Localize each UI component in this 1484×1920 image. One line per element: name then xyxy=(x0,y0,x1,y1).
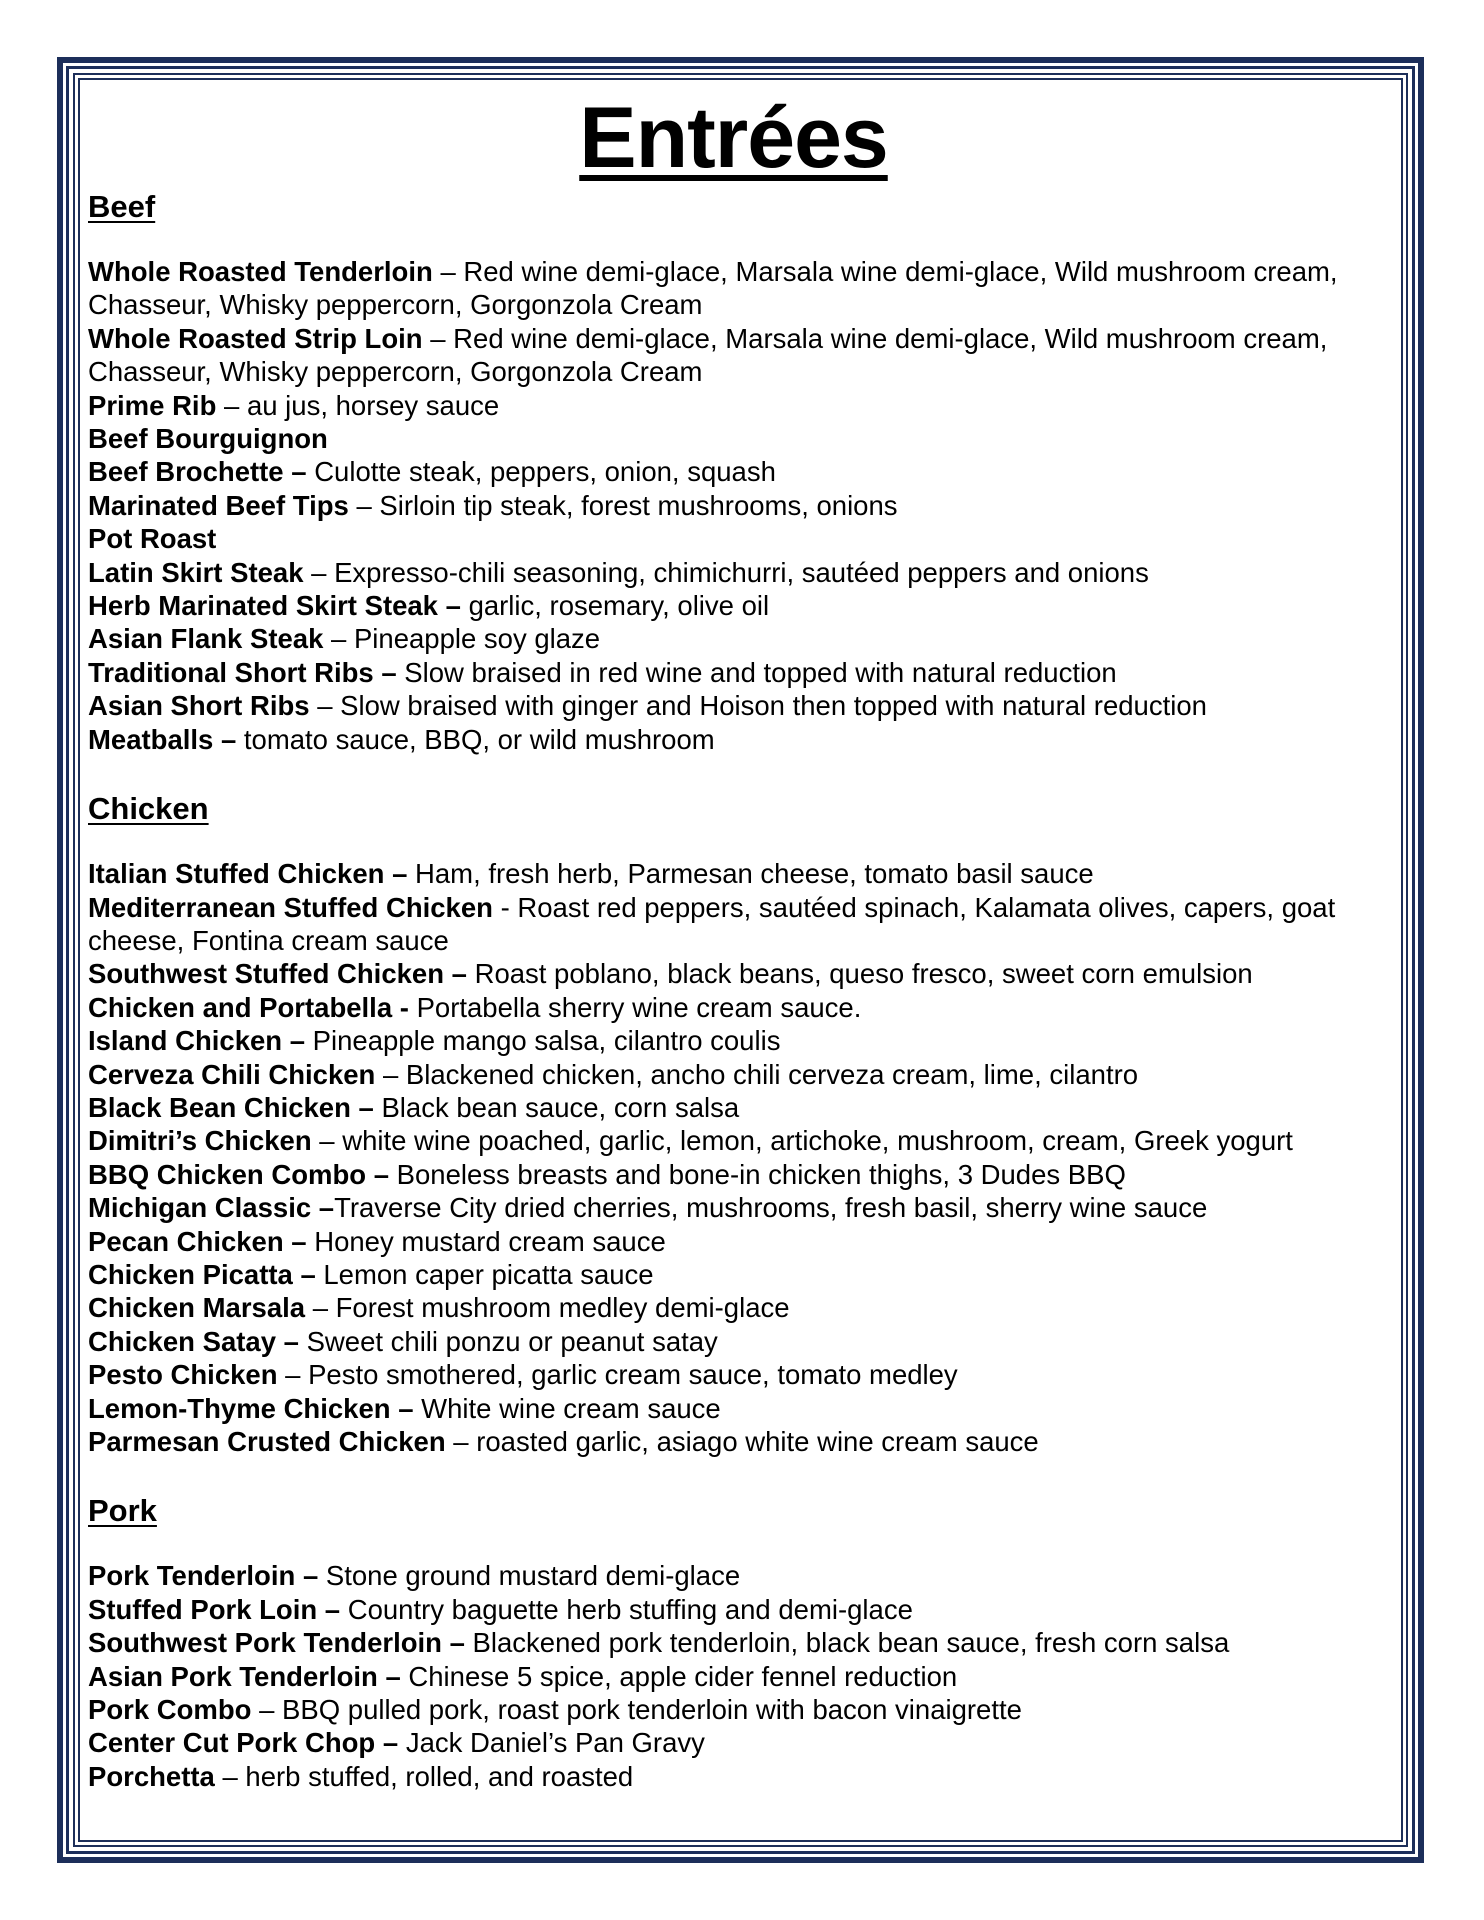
menu-item-description: - Roast red peppers, sautéed spinach, Kalamata olives, capers, goat cheese, Fontina cream sauce xyxy=(88,891,1336,956)
menu-item-description: White wine cream sauce xyxy=(421,1392,721,1424)
menu-item-description: – Pesto smothered, garlic cream sauce, tomato medley xyxy=(285,1359,958,1391)
section-heading: Pork xyxy=(88,1493,157,1529)
menu-item-name: Southwest Stuffed Chicken – xyxy=(88,958,475,990)
menu-item-name: Herb Marinated Skirt Steak – xyxy=(88,590,469,622)
menu-item xyxy=(88,1358,1403,1391)
menu-section-chicken xyxy=(88,791,1403,1458)
menu-item-description: Boneless breasts and bone-in chicken thighs, 3 Dudes BBQ xyxy=(396,1158,1126,1190)
menu-item-list xyxy=(88,255,1403,756)
menu-item-description: Culotte steak, peppers, onion, squash xyxy=(314,456,776,488)
menu-item-name: Pork Tenderloin – xyxy=(88,1560,326,1592)
menu-item-description: – Pineapple soy glaze xyxy=(331,623,601,655)
section-heading: Chicken xyxy=(88,791,209,827)
menu-item xyxy=(88,556,1403,589)
menu-item-name: Asian Flank Steak xyxy=(88,623,332,655)
menu-item-description: Lemon caper picatta sauce xyxy=(323,1258,654,1290)
menu-item-name: Beef Brochette – xyxy=(88,456,315,488)
menu-item xyxy=(88,1258,1403,1291)
menu-item xyxy=(88,522,1403,555)
menu-item xyxy=(88,1660,1403,1693)
menu-item-name: Beef Bourguignon xyxy=(88,423,328,455)
menu-item-name: Chicken Marsala xyxy=(88,1292,313,1324)
menu-item-name: Stuffed Pork Loin – xyxy=(88,1593,348,1625)
menu-item xyxy=(88,1559,1403,1592)
menu-item-name: Center Cut Pork Chop – xyxy=(88,1727,406,1759)
menu-item xyxy=(88,1124,1403,1157)
menu-item xyxy=(88,857,1403,890)
menu-item xyxy=(88,622,1403,655)
menu-item xyxy=(88,1726,1403,1759)
menu-item-description: – Slow braised with ginger and Hoison then topped with natural reduction xyxy=(317,690,1207,722)
menu-item-description: – Sirloin tip steak, forest mushrooms, onions xyxy=(356,489,898,521)
menu-item-name: Meatballs – xyxy=(88,723,244,755)
menu-item xyxy=(88,1693,1403,1726)
menu-item-name: Pot Roast xyxy=(88,523,217,555)
menu-item-name: Pesto Chicken xyxy=(88,1359,286,1391)
menu-item-description: Pineapple mango salsa, cilantro coulis xyxy=(312,1025,781,1057)
section-heading: Beef xyxy=(88,189,156,224)
menu-item-description: – Red wine demi-glace, Marsala wine demi-glace, Wild mushroom cream, Chasseur, Whisky peppercorn, Gorgonzola Cream xyxy=(88,322,1328,388)
menu-item-list xyxy=(88,1559,1403,1793)
menu-item xyxy=(88,455,1403,488)
menu-item xyxy=(88,1425,1403,1458)
menu-item-name: Pecan Chicken – xyxy=(88,1225,315,1257)
menu-item xyxy=(88,1760,1403,1793)
menu-item-description: Ham, fresh herb, Parmesan cheese, tomato basil sauce xyxy=(415,858,1094,890)
menu-item-description: Stone ground mustard demi-glace xyxy=(325,1560,741,1592)
menu-item-description: Jack Daniel’s Pan Gravy xyxy=(405,1727,705,1759)
menu-item xyxy=(88,689,1403,722)
menu-item-description: – au jus, horsey sauce xyxy=(224,389,500,421)
menu-item-description: – white wine poached, garlic, lemon, artichoke, mushroom, cream, Greek yogurt xyxy=(319,1125,1293,1157)
menu-item-name: Island Chicken – xyxy=(88,1025,313,1057)
menu-item-description: Slow braised in red wine and topped with natural reduction xyxy=(404,656,1117,688)
menu-item-description: Traverse City dried cherries, mushrooms, fresh basil, sherry wine sauce xyxy=(334,1192,1208,1224)
menu-item xyxy=(88,723,1403,756)
menu-item xyxy=(88,1593,1403,1626)
menu-item-name: Prime Rib xyxy=(88,389,225,421)
menu-item-name: Marinated Beef Tips xyxy=(88,489,357,521)
menu-item-name: Porchetta xyxy=(88,1760,223,1792)
menu-item-name: BBQ Chicken Combo – xyxy=(88,1158,397,1190)
menu-item-description: Black bean sauce, corn salsa xyxy=(381,1091,740,1123)
menu-section-beef xyxy=(88,189,1403,756)
menu-item xyxy=(88,1091,1403,1124)
menu-item xyxy=(88,255,1403,322)
menu-item-name: Italian Stuffed Chicken – xyxy=(88,858,416,890)
menu-item xyxy=(88,1325,1403,1358)
menu-item xyxy=(88,1191,1403,1224)
menu-item-description: – BBQ pulled pork, roast pork tenderloin with bacon vinaigrette xyxy=(259,1694,1022,1726)
menu-item-name: Cerveza Chili Chicken xyxy=(88,1058,383,1090)
menu-item xyxy=(88,1024,1403,1057)
menu-item-name: Latin Skirt Steak xyxy=(88,556,312,588)
menu-item-description: Honey mustard cream sauce xyxy=(314,1225,666,1257)
menu-item xyxy=(88,1291,1403,1324)
menu-item xyxy=(88,589,1403,622)
menu-item-description: Country baguette herb stuffing and demi-glace xyxy=(347,1593,913,1625)
menu-section-pork xyxy=(88,1493,1403,1793)
menu-item xyxy=(88,957,1403,990)
menu-item-description: Portabella sherry wine cream sauce. xyxy=(416,991,862,1023)
menu-item-name: Dimitri’s Chicken xyxy=(88,1125,320,1157)
menu-item-description: Chinese 5 spice, apple cider fennel reduction xyxy=(408,1660,958,1692)
menu-item xyxy=(88,656,1403,689)
menu-item xyxy=(88,1626,1403,1659)
menu-item-description: – Expresso-chili seasoning, chimichurri, sautéed peppers and onions xyxy=(311,556,1149,588)
menu-item xyxy=(88,489,1403,522)
menu-item-description: – roasted garlic, asiago white wine cream sauce xyxy=(453,1426,1039,1457)
page-title-text: Entrées xyxy=(579,90,888,186)
menu-item xyxy=(88,991,1403,1024)
menu-item-name: Pork Combo xyxy=(88,1694,260,1726)
menu-item-description: Sweet chili ponzu or peanut satay xyxy=(306,1325,718,1357)
menu-item-name: Chicken Satay – xyxy=(88,1325,307,1357)
menu-item xyxy=(88,891,1403,958)
menu-item-name: Parmesan Crusted Chicken xyxy=(88,1426,454,1457)
menu-item-name: Traditional Short Ribs – xyxy=(88,656,405,688)
menu-item-name: Whole Roasted Tenderloin xyxy=(88,256,441,287)
menu-item-description: – Forest mushroom medley demi-glace xyxy=(312,1292,790,1324)
menu-item-description: – Blackened chicken, ancho chili cerveza cream, lime, cilantro xyxy=(382,1058,1139,1090)
menu-item-description: – Red wine demi-glace, Marsala wine demi-glace, Wild mushroom cream, Chasseur, Whisky peppercorn, Gorgonzola Cream xyxy=(88,256,1338,321)
page-title xyxy=(88,90,1403,186)
menu-item-name: Chicken and Portabella - xyxy=(88,991,417,1023)
menu-item xyxy=(88,1058,1403,1091)
menu-item-name: Lemon-Thyme Chicken – xyxy=(88,1392,422,1424)
menu-item xyxy=(88,422,1403,455)
menu-item-description: garlic, rosemary, olive oil xyxy=(468,590,770,622)
menu-item-name: Mediterranean Stuffed Chicken xyxy=(88,891,501,923)
menu-content xyxy=(88,90,1403,1793)
menu-sections xyxy=(88,189,1403,1793)
menu-item-description: Roast poblano, black beans, queso fresco, sweet corn emulsion xyxy=(474,958,1253,990)
menu-item-description: tomato sauce, BBQ, or wild mushroom xyxy=(243,723,715,755)
menu-item-name: Michigan Classic – xyxy=(88,1192,335,1224)
menu-item-name: Chicken Picatta – xyxy=(88,1258,324,1290)
menu-item xyxy=(88,389,1403,422)
menu-item xyxy=(88,1392,1403,1425)
menu-item-name: Asian Short Ribs xyxy=(88,690,318,722)
menu-item-name: Black Bean Chicken – xyxy=(88,1091,382,1123)
menu-item-description: Blackened pork tenderloin, black bean sauce, fresh corn salsa xyxy=(472,1627,1230,1659)
menu-item-description: – herb stuffed, rolled, and roasted xyxy=(222,1760,634,1792)
menu-item xyxy=(88,1225,1403,1258)
menu-item-name: Asian Pork Tenderloin – xyxy=(88,1660,409,1692)
menu-item xyxy=(88,1158,1403,1191)
menu-item xyxy=(88,322,1403,389)
menu-item-list xyxy=(88,857,1403,1458)
menu-item-name: Whole Roasted Strip Loin xyxy=(88,322,431,354)
menu-item-name: Southwest Pork Tenderloin – xyxy=(88,1627,473,1659)
